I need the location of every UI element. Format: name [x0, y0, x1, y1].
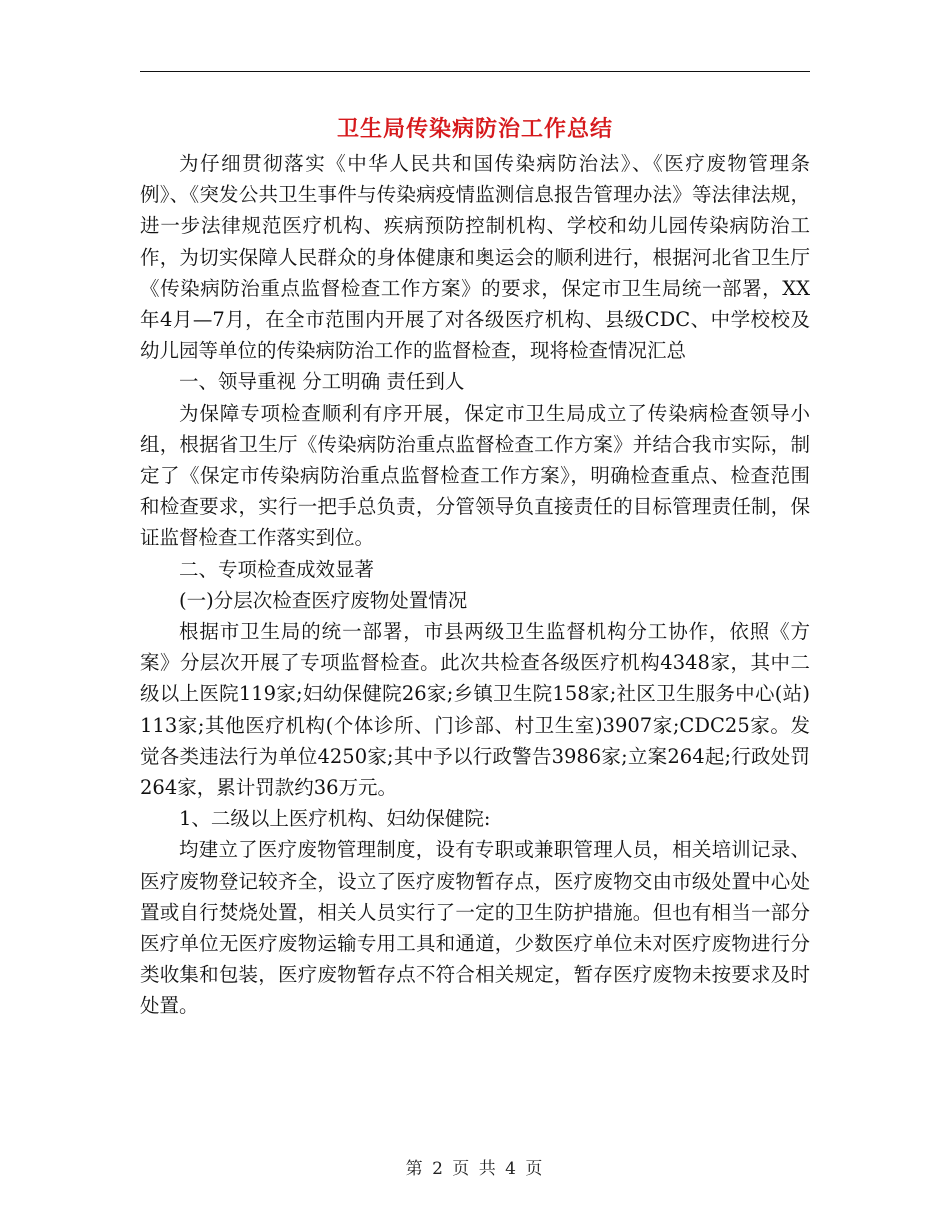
- page-footer: 第 2 页 共 4 页: [405, 1159, 545, 1179]
- paragraph-inspection-stats: 根据市卫生局的统一部署，市县两级卫生监督机构分工协作，依照《方案》分层次开展了专项监督检查。此次共检查各级医疗机构4348家，其中二级以上医院119家;妇幼保健院26家;乡镇卫生院158家;社区卫生服务中心(站)113家;其他医疗机构(个体诊所、门诊部、村卫生室)3907家;CDC25家。发觉各类违法行为单位4250家;其中予以行政警告3986家;立案264起;行政处罚264家，累计罚款约36万元。: [140, 620, 810, 800]
- subsection-heading-1: (一)分层次检查医疗废物处置情况: [179, 588, 468, 612]
- paragraph-intro: 为仔细贯彻落实《中华人民共和国传染病防治法》、《医疗废物管理条例》、《突发公共卫生事件与传染病疫情监测信息报告管理办法》等法律法规，进一步法律规范医疗机构、疾病预防控制机构、学校和幼儿园传染病防治工作，为切实保障人民群众的身体健康和奥运会的顺利进行，根据河北省卫生厅《传染病防治重点监督检查工作方案》的要求，保定市卫生局统一部署，XX年4月—7月，在全市范围内开展了对各级医疗机构、县级CDC、中学校校及幼儿园等单位的传染病防治工作的监督检查，现将检查情况汇总: [140, 152, 810, 363]
- paragraph-hospitals: 均建立了医疗废物管理制度，设有专职或兼职管理人员，相关培训记录、医疗废物登记较齐全，设立了医疗废物暂存点，医疗废物交由市级处置中心处置或自行焚烧处置，相关人员实行了一定的卫生防护措施。但也有相当一部分医疗单位无医疗废物运输专用工具和通道，少数医疗单位未对医疗废物进行分类收集和包装，医疗废物暂存点不符合相关规定，暂存医疗废物未按要求及时处置。: [140, 838, 810, 1018]
- item-heading-1: 1、二级以上医疗机构、妇幼保健院:: [179, 807, 491, 831]
- section-heading-1: 一、领导重视 分工明确 责任到人: [179, 370, 465, 394]
- header-rule: [140, 71, 810, 72]
- section-heading-2: 二、专项检查成效显著: [179, 557, 375, 581]
- document-body: [140, 148, 810, 1022]
- paragraph-leadership: 为保障专项检查顺利有序开展，保定市卫生局成立了传染病检查领导小组，根据省卫生厅《传染病防治重点监督检查工作方案》并结合我市实际，制定了《保定市传染病防治重点监督检查工作方案》，明确检查重点、检查范围和检查要求，实行一把手总负责，分管领导负直接责任的目标管理责任制，保证监督检查工作落实到位。: [140, 401, 810, 550]
- document-title: 卫生局传染病防治工作总结: [336, 117, 613, 142]
